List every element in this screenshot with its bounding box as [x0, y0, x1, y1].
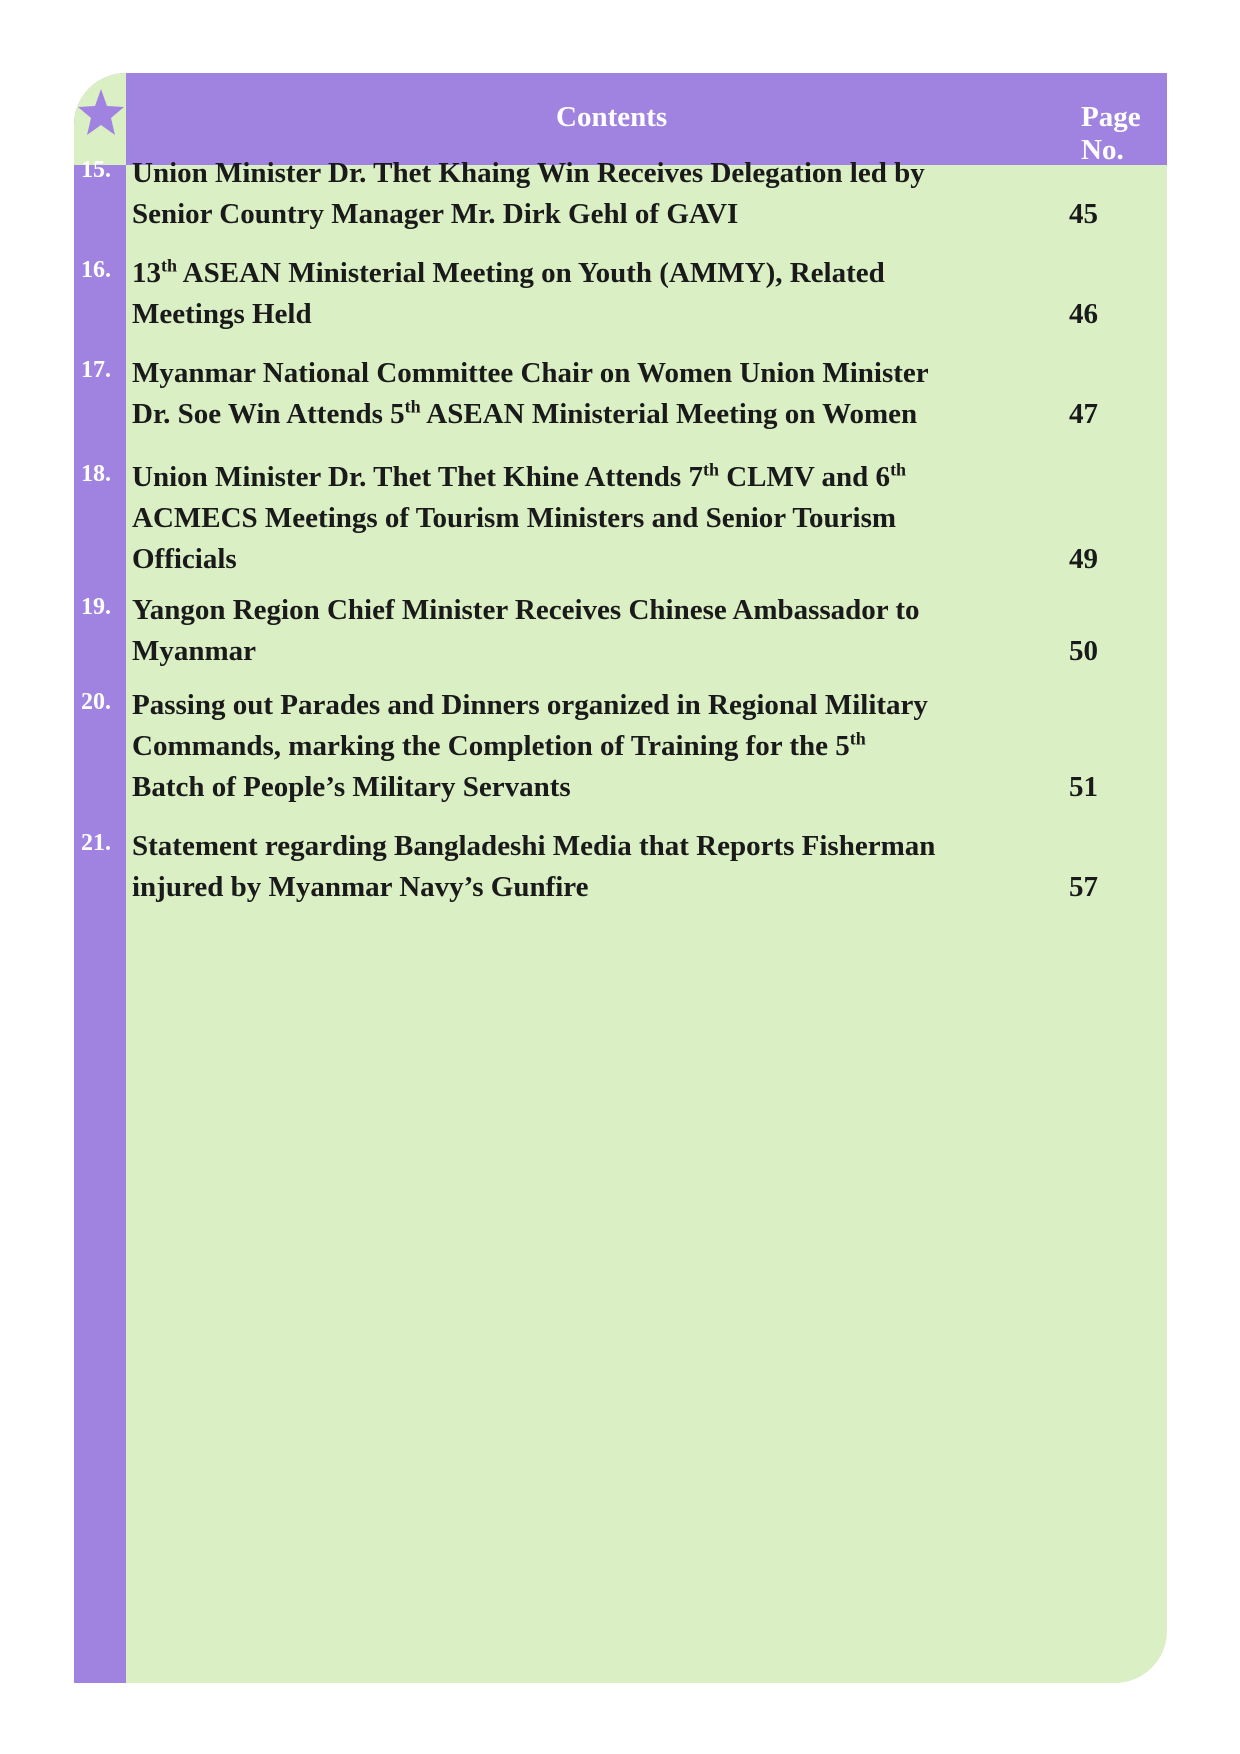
entry-title: Passing out Parades and Dinners organized in Regional Military Commands, marking the Completion of Training for the 5th Batch of People’s Military Servants	[132, 689, 928, 803]
page-no-heading: Page No.	[1081, 101, 1141, 166]
entry-page: 49	[1069, 543, 1098, 575]
entry-number: 16.	[81, 257, 111, 283]
contents-heading: Contents	[556, 101, 668, 133]
entry-title: Statement regarding Bangladeshi Media that Reports Fisherman injured by Myanmar Navy’s Gunfire	[132, 830, 936, 903]
entry-title: Yangon Region Chief Minister Receives Chinese Ambassador to Myanmar	[132, 594, 920, 667]
entry-title: 13th ASEAN Ministerial Meeting on Youth (AMMY), Related Meetings Held	[132, 255, 885, 330]
entry-page: 57	[1069, 871, 1098, 903]
left-accent-bar	[74, 73, 126, 1683]
entry-number: 20.	[81, 689, 111, 715]
entry-page: 51	[1069, 771, 1098, 803]
entry-number: 18.	[81, 461, 111, 487]
star-icon	[77, 87, 125, 139]
entry-number: 19.	[81, 594, 111, 620]
entry-page: 46	[1069, 298, 1098, 330]
entry-title: Union Minister Dr. Thet Khaing Win Receives Delegation led by Senior Country Manager Mr. Dirk Gehl of GAVI	[132, 157, 925, 230]
entry-number: 17.	[81, 357, 111, 383]
entry-title: Myanmar National Committee Chair on Women Union Minister Dr. Soe Win Attends 5th ASEAN Ministerial Meeting on Women	[132, 357, 929, 430]
contents-header	[126, 73, 1167, 165]
entry-number: 15.	[81, 157, 111, 183]
entry-page: 45	[1069, 198, 1098, 230]
entry-page: 47	[1069, 398, 1098, 430]
entry-page: 50	[1069, 635, 1098, 667]
contents-panel	[74, 73, 1167, 1683]
entry-title: Union Minister Dr. Thet Thet Khine Attends 7th CLMV and 6th ACMECS Meetings of Tourism Ministers and Senior Tourism Officials	[132, 459, 907, 575]
entry-number: 21.	[81, 830, 111, 856]
